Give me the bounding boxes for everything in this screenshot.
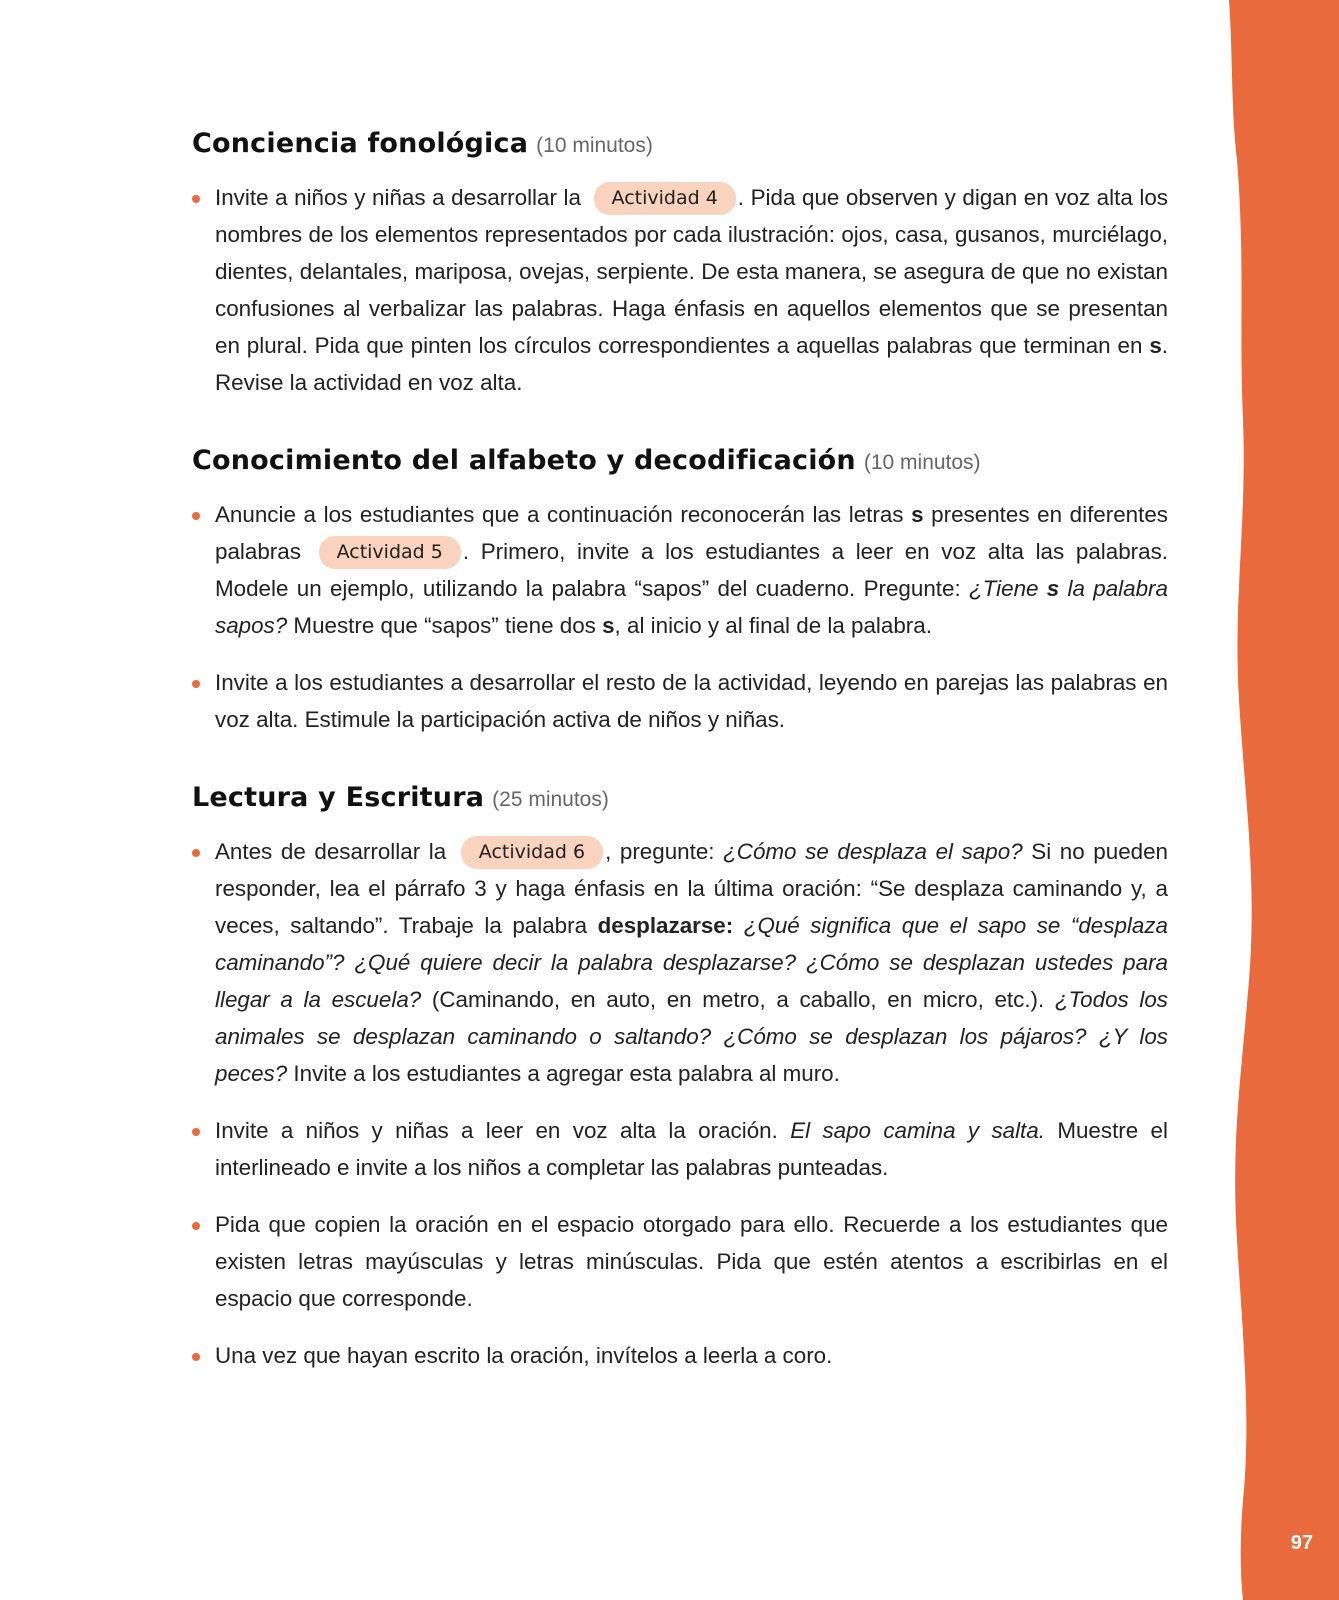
body-text: . Pida que observen y digan en voz alta los nombres de los elementos representados por cada ilustración: ojos, casa, gusanos, murciélago, dientes, delantales, mariposa, ovejas, serpiente. De esta manera, se asegura de que no existan confusiones al verbalizar las palabras. Haga énfasis en aquellos elementos que se presentan en plural. Pida que pinten los círculos correspondientes a aquellas palabras que terminan en [215, 185, 1168, 358]
bold-term-text: s [911, 502, 924, 527]
section-title: Lectura y Escritura [192, 782, 485, 813]
section-duration: (25 minutos) [492, 788, 609, 811]
instruction-item [192, 1206, 1168, 1317]
section [192, 782, 1168, 1374]
body-text: (Caminando, en auto, en metro, a caballo, en micro, etc.). [421, 987, 1055, 1012]
bold-wrapper [1047, 576, 1059, 601]
body-text: Una vez que hayan escrito la oración, invítelos a leerla a coro. [215, 1343, 833, 1368]
body-text: Invite a los estudiantes a agregar esta palabra al muro. [287, 1061, 840, 1086]
section-heading [192, 445, 1168, 476]
bullet-dot-icon [192, 680, 200, 688]
bold-term-text: desplazarse: [597, 913, 734, 938]
section-title: Conciencia fonológica [192, 128, 529, 159]
activity-badge: Actividad 6 [461, 836, 603, 869]
edge-band-shape [1229, 0, 1339, 1600]
section [192, 445, 1168, 738]
body-text: Invite a niños y niñas a desarrollar la [215, 185, 588, 210]
bullet-dot-icon [192, 1353, 200, 1361]
italic-question-text: ¿Tiene [968, 576, 1047, 601]
instruction-item [192, 1112, 1168, 1186]
italic-question-text: la palabra sapos? [215, 576, 1168, 638]
body-text: . Revise la actividad en voz alta. [215, 333, 1168, 395]
activity-badge: Actividad 5 [319, 536, 461, 569]
body-text [733, 913, 744, 938]
section-heading [192, 128, 1168, 159]
body-text: Anuncie a los estudiantes que a continuación reconocerán las letras [215, 502, 912, 527]
bullet-dot-icon [192, 512, 200, 520]
bullet-dot-icon [192, 1222, 200, 1230]
section-duration: (10 minutos) [863, 451, 981, 474]
section-duration: (10 minutos) [536, 134, 653, 157]
body-text: Pida que copien la oración en el espacio otorgado para ello. Recuerde a los estudiantes que existen letras mayúsculas y letras minúsculas. Pida que estén atentos a escribirlas en el espacio que corresponde. [215, 1212, 1168, 1311]
body-text: Si no pueden responder, lea el párrafo 3 y haga énfasis en la última oración: “Se desplaza caminando y, a veces, saltando”. Trabaje la palabra [215, 839, 1169, 938]
bullet-dot-icon [192, 1128, 200, 1136]
decorative-edge-band [1229, 0, 1339, 1600]
italic-question-text: ¿Todos los animales se desplazan caminando o saltando? ¿Cómo se desplazan los pájaros? ¿Y los peces? [215, 987, 1168, 1086]
body-text: Muestre que “sapos” tiene dos [287, 613, 603, 638]
section-title: Conocimiento del alfabeto y decodificación [192, 445, 856, 476]
instruction-item [192, 833, 1168, 1092]
instruction-item [192, 1337, 1168, 1374]
body-text: Invite a los estudiantes a desarrollar el resto de la actividad, leyendo en parejas las palabras en voz alta. Estimule la participación activa de niños y niñas. [215, 670, 1168, 732]
bullet-dot-icon [192, 849, 200, 857]
bold-italic-term-text: s [1046, 576, 1060, 601]
body-text: , pregunte: [605, 839, 724, 864]
body-text: Invite a niños y niñas a leer en voz alta la oración. [215, 1118, 791, 1143]
body-text: Antes de desarrollar la [215, 839, 455, 864]
italic-question-text: El sapo camina y salta. [790, 1118, 1045, 1143]
body-text: presentes en diferentes palabras [215, 502, 1168, 564]
instruction-item [192, 664, 1168, 738]
instruction-item [192, 496, 1168, 644]
page-number: 97 [1290, 1532, 1313, 1554]
bold-term-text: s [602, 613, 615, 638]
instruction-list [192, 833, 1168, 1374]
bold-term-text: s [1149, 333, 1162, 358]
instruction-list [192, 496, 1168, 738]
italic-question-text: ¿Cómo se desplaza el sapo? [723, 839, 1023, 864]
instruction-list [192, 179, 1168, 401]
body-text: , al inicio y al final de la palabra. [614, 613, 932, 638]
section-heading [192, 782, 1168, 813]
page-content [192, 128, 1168, 1374]
bullet-dot-icon [192, 195, 200, 203]
body-text: . Primero, invite a los estudiantes a leer en voz alta las palabras. Modele un ejemplo, utilizando la palabra “sapos” del cuaderno. Pregunte: [215, 539, 1168, 601]
section [192, 128, 1168, 401]
italic-question-text: ¿Qué significa que el sapo se “desplaza caminando”? ¿Qué quiere decir la palabra desplazarse? ¿Cómo se desplazan ustedes para llegar a la escuela? [215, 913, 1168, 1012]
body-text: Muestre el interlineado e invite a los niños a completar las palabras punteadas. [215, 1118, 1168, 1180]
instruction-item [192, 179, 1168, 401]
activity-badge: Actividad 4 [594, 182, 736, 215]
